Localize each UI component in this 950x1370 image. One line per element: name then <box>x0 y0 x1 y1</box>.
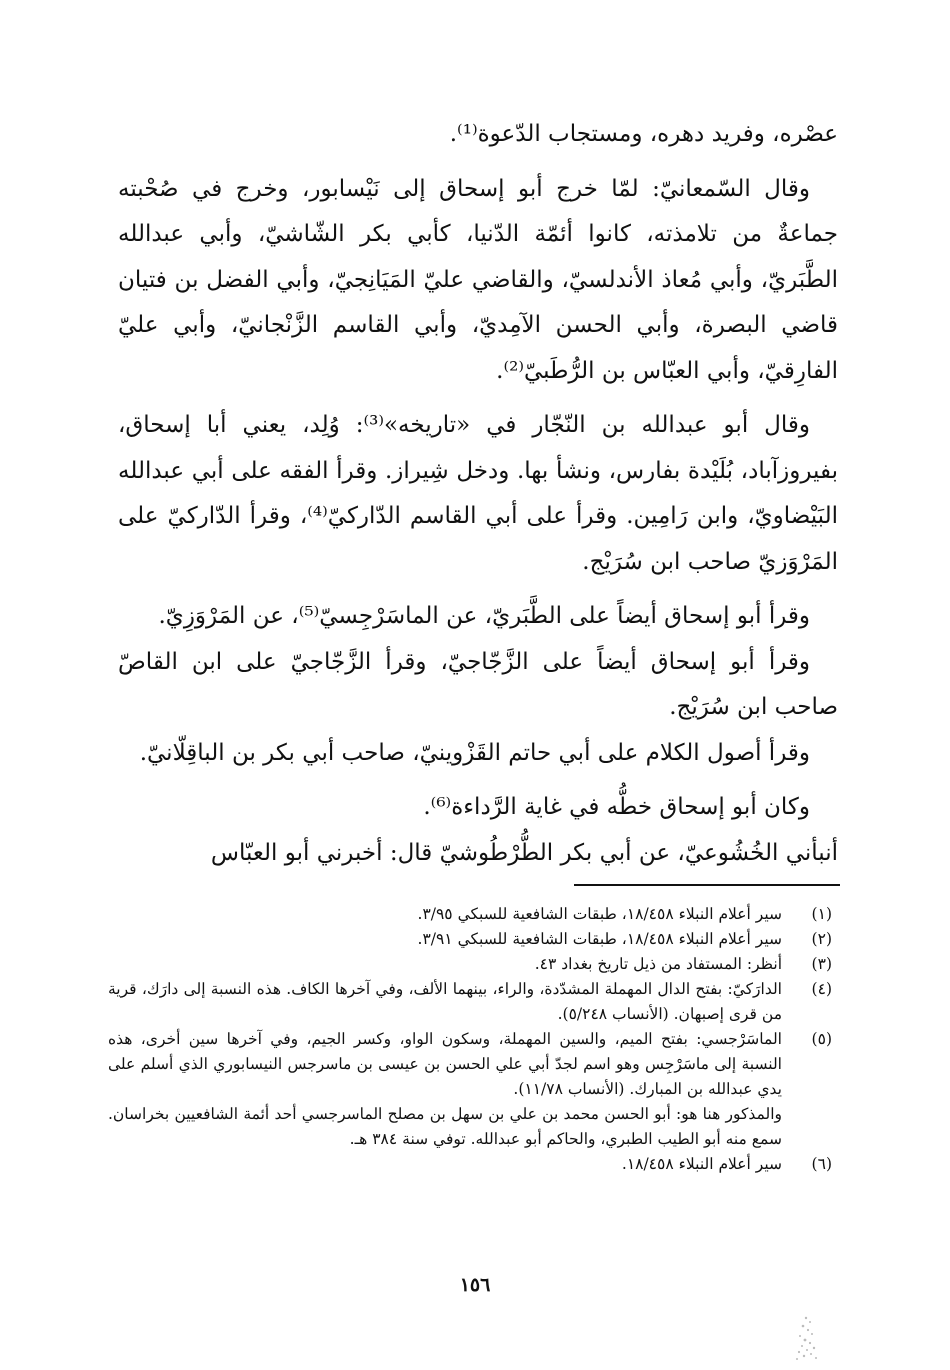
footnote-text: سير أعلام النبلاء ١٨/٤٥٨. <box>621 1155 782 1173</box>
paragraph: وقال السّمعانيّ: لمّا خرج أبو إسحاق إلى نَيْسابور، وخرج في صُحْبته جماعةٌ من تلامذته، كانوا أئمّة الدّنيا، كأبي بكر الشّاشيّ، وأبي عبدالله الطَّبَريّ، وأبي مُعاذ الأندلسيّ، والقاضي عليّ المَيَانِجيّ، وأبي الفضل بن فتيان قاضي البصرة، وأبي الحسن الآمِديّ، وأبي القاسم الزَّنْجانيّ، وأبي عليّ الفارِقيّ، وأبي العبّاس بن الرُّطَبيّ⁽²⁾. <box>118 175 838 384</box>
footnote-number: (٤) <box>811 980 832 998</box>
page-number: ١٥٦ <box>459 1274 491 1296</box>
footnote <box>108 977 840 1027</box>
footnote <box>108 952 840 977</box>
paragraph: وقرأ أبو إسحاق أيضاً على الزَّجّاجيّ، وقرأ الزَّجّاجيّ على ابن القاصّ صاحب ابن سُرَيْج. <box>118 648 838 720</box>
footnote-number: (٢) <box>811 930 832 948</box>
footnote-number: (٣) <box>811 955 832 973</box>
footnote <box>108 1027 840 1102</box>
scan-speckle <box>788 1312 828 1362</box>
footnote <box>108 902 840 927</box>
footnote-text: سير أعلام النبلاء ١٨/٤٥٨، طبقات الشافعية للسبكي ٣/٩٥. <box>417 905 782 923</box>
footnote-text: الدارَكيّ: بفتح الدال المهملة المشدّدة، والراء، بينهما الألف، وفي آخرها الكاف. هذه النسبة إلى دارَك، قرية من قرى إصبهان. (الأنساب ٥/٢٤٨). <box>108 980 782 1023</box>
paragraph: وقرأ أبو إسحاق أيضاً على الطَّبَريّ، عن الماسَرْجِسيّ⁽⁵⁾، عن المَرْوَزِيّ. <box>158 603 810 629</box>
footnote-text: الماسَرْجسي: بفتح الميم، والسين المهملة، وسكون الواو، وكسر الجيم، وفي آخرها سين أخرى، هذه النسبة إلى ماسَرْجِس وهو اسم لجدّ أبي علي الحسن بن عيسى بن ماسرجس النيسابوري الذي أسلم على يدي عبدالله بن المبارك. (الأنساب ١١/٧٨). <box>108 1030 782 1098</box>
footnote-divider <box>574 884 840 886</box>
paragraph: عصْره، وفريد دهره، ومستجاب الدّعوة⁽¹⁾. <box>449 121 838 147</box>
footnote-number: (٥) <box>811 1030 832 1048</box>
footnote-number: (١) <box>811 905 832 923</box>
footnote-number: (٦) <box>811 1155 832 1173</box>
paragraph: أنبأني الخُشُوعيّ، عن أبي بكر الطُّرْطُوشيّ قال: أخبرني أبو العبّاس <box>210 839 838 866</box>
footnotes <box>108 902 840 1177</box>
footnote <box>108 1152 840 1177</box>
footnote <box>108 927 840 952</box>
footnote-text: سير أعلام النبلاء ١٨/٤٥٨، طبقات الشافعية للسبكي ٣/٩١. <box>417 930 782 948</box>
paragraph: وقرأ أصول الكلام على أبي حاتم القَزْوينيّ، صاحب أبي بكر بن الباقِلّانيّ. <box>139 739 810 766</box>
footnote-text: والمذكور هنا هو: أبو الحسن محمد بن علي بن سهل بن مصلح الماسرجسي أحد أئمة الشافعيين بخراسان. سمع منه أبو الطيب الطبري، والحاكم أبو عبدالله. توفي سنة ٣٨٤ هـ. <box>108 1105 782 1148</box>
footnote-text: أنظر: المستفاد من ذيل تاريخ بغداد ٤٣. <box>534 955 782 973</box>
footnote-continuation <box>108 1102 840 1152</box>
main-text <box>118 112 838 876</box>
paragraph: وقال أبو عبدالله بن النّجّار في «تاريخه»⁽³⁾: وُلِد، يعني أبا إسحاق، بفيروزآباد، بُلَيْدة بفارس، ونشأ بها. ودخل شِيراز. وقرأ الفقه على أبي عبدالله البَيْضاويّ، وابن رَامِين. وقرأ على أبي القاسم الدّاركيّ⁽⁴⁾، وقرأ الدّاركيّ على المَرْوَزيّ صاحب ابن سُرَيْج. <box>118 412 838 575</box>
paragraph: وكان أبو إسحاق خطُّه في غاية الرَّداءة⁽⁶⁾. <box>423 794 810 820</box>
